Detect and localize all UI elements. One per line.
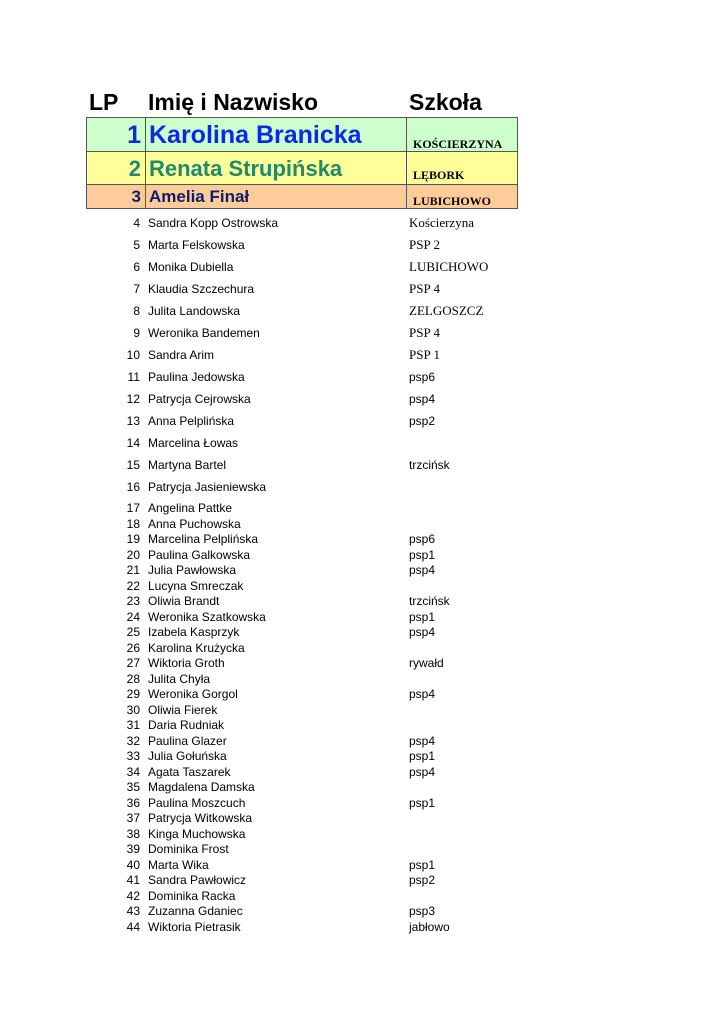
place-number: 12 — [126, 392, 140, 406]
place-number: 20 — [126, 548, 140, 562]
result-row — [0, 347, 725, 363]
participant-name: Oliwia Brandt — [148, 594, 220, 608]
place-number: 3 — [87, 185, 146, 208]
school-name: PSP 4 — [409, 325, 440, 340]
school-name: LUBICHOWO — [409, 259, 489, 274]
result-row — [0, 733, 725, 749]
result-row — [0, 872, 725, 888]
place-number: 29 — [126, 687, 140, 701]
participant-name: Amelia Finał — [146, 185, 407, 208]
participant-name: Karolina Krużycka — [148, 641, 245, 655]
place-number: 14 — [126, 436, 140, 450]
school-name: psp1 — [409, 858, 436, 872]
place-number: 21 — [126, 563, 140, 577]
place-number: 19 — [126, 532, 140, 546]
participant-name: Weronika Bandemen — [148, 326, 260, 340]
result-row — [0, 413, 725, 429]
result-row — [0, 237, 725, 253]
place-number: 26 — [126, 641, 140, 655]
school-name: KOŚCIERZYNA — [413, 137, 503, 151]
place-number: 18 — [126, 517, 140, 531]
school-name: trzcińsk — [409, 594, 450, 608]
result-row — [0, 369, 725, 385]
school-name: psp1 — [409, 548, 436, 562]
participant-name: Angelina Pattke — [148, 501, 233, 515]
school-name: psp1 — [409, 749, 436, 763]
school-name: LUBICHOWO — [413, 194, 492, 208]
podium-row-second — [86, 151, 518, 185]
header-name: Imię i Nazwisko — [148, 89, 319, 115]
result-row — [0, 547, 725, 563]
participant-name: Klaudia Szczechura — [148, 282, 255, 296]
participant-name: Paulina Moszcuch — [148, 796, 246, 810]
participant-name: Weronika Szatkowska — [148, 610, 266, 624]
result-row — [0, 325, 725, 341]
participant-name: Wiktoria Pietrasik — [148, 920, 241, 934]
result-row — [0, 655, 725, 671]
place-number: 10 — [126, 348, 140, 362]
school-name: psp3 — [409, 904, 436, 918]
school-name: psp1 — [409, 796, 436, 810]
result-row — [0, 303, 725, 319]
school-name: psp4 — [409, 625, 436, 639]
participant-name: Izabela Kasprzyk — [148, 625, 240, 639]
school-name: psp6 — [409, 370, 436, 384]
participant-name: Daria Rudniak — [148, 718, 225, 732]
school-name: rywałd — [409, 656, 444, 670]
participant-name: Magdalena Damska — [148, 780, 255, 794]
participant-name: Lucyna Smreczak — [148, 579, 244, 593]
place-number: 41 — [126, 873, 140, 887]
place-number: 42 — [126, 889, 140, 903]
result-row — [0, 671, 725, 687]
school-name: PSP 1 — [409, 347, 440, 362]
place-number: 43 — [126, 904, 140, 918]
school-name: psp4 — [409, 765, 436, 779]
participant-name: Paulina Jedowska — [148, 370, 245, 384]
participant-name: Patrycja Witkowska — [148, 811, 253, 825]
place-number: 6 — [133, 260, 140, 274]
result-row — [0, 857, 725, 873]
participant-name: Wiktoria Groth — [148, 656, 225, 670]
place-number: 28 — [126, 672, 140, 686]
place-number: 5 — [133, 238, 140, 252]
place-number: 34 — [126, 765, 140, 779]
place-number: 32 — [126, 734, 140, 748]
school-name: psp4 — [409, 392, 436, 406]
result-row — [0, 531, 725, 547]
participant-name: Anna Puchowska — [148, 517, 241, 531]
participant-name: Sandra Kopp Ostrowska — [148, 216, 279, 230]
participant-name: Renata Strupińska — [146, 152, 407, 184]
school-name: PSP 4 — [409, 281, 440, 296]
school-name: psp2 — [409, 414, 436, 428]
participant-name: Marta Wika — [148, 858, 209, 872]
place-number: 2 — [87, 152, 146, 184]
result-row — [0, 516, 725, 532]
result-row — [0, 562, 725, 578]
result-row — [0, 764, 725, 780]
participant-name: Julia Gołuńska — [148, 749, 227, 763]
place-number: 7 — [133, 282, 140, 296]
place-number: 33 — [126, 749, 140, 763]
participant-name: Weronika Gorgol — [148, 687, 238, 701]
result-row — [0, 624, 725, 640]
place-number: 27 — [126, 656, 140, 670]
school-name: psp4 — [409, 687, 436, 701]
participant-name: Marta Felskowska — [148, 238, 245, 252]
participant-name: Julita Chyła — [148, 672, 211, 686]
school-name: psp2 — [409, 873, 436, 887]
participant-name: Oliwia Fierek — [148, 703, 218, 717]
participant-name: Paulina Glazer — [148, 734, 227, 748]
participant-name: Dominika Racka — [148, 889, 236, 903]
participant-name: Marcelina Pelplińska — [148, 532, 259, 546]
place-number: 39 — [126, 842, 140, 856]
result-row — [0, 479, 725, 495]
participant-name: Sandra Arim — [148, 348, 215, 362]
place-number: 36 — [126, 796, 140, 810]
place-number: 37 — [126, 811, 140, 825]
school-name: psp4 — [409, 563, 436, 577]
place-number: 22 — [126, 579, 140, 593]
place-number: 13 — [126, 414, 140, 428]
participant-name: Monika Dubiella — [148, 260, 234, 274]
participant-name: Agata Taszarek — [148, 765, 231, 779]
result-row — [0, 826, 725, 842]
school-name: ZELGOSZCZ — [409, 303, 484, 318]
result-row — [0, 702, 725, 718]
participant-name: Martyna Bartel — [148, 458, 227, 472]
result-row — [0, 903, 725, 919]
result-row — [0, 593, 725, 609]
result-row — [0, 779, 725, 795]
school-name: Kościerzyna — [409, 215, 474, 230]
result-row — [0, 795, 725, 811]
result-row — [0, 810, 725, 826]
result-row — [0, 717, 725, 733]
result-row — [0, 500, 725, 516]
result-row — [0, 281, 725, 297]
school-name: psp4 — [409, 734, 436, 748]
place-number: 1 — [87, 118, 146, 151]
place-number: 31 — [126, 718, 140, 732]
result-row — [0, 888, 725, 904]
school-name: trzcińsk — [409, 458, 450, 472]
place-number: 24 — [126, 610, 140, 624]
school-name: PSP 2 — [409, 237, 440, 252]
school-name: psp6 — [409, 532, 436, 546]
participant-name: Dominika Frost — [148, 842, 229, 856]
place-number: 38 — [126, 827, 140, 841]
participant-name: Paulina Galkowska — [148, 548, 251, 562]
place-number: 8 — [133, 304, 140, 318]
result-row — [0, 640, 725, 656]
result-row — [0, 609, 725, 625]
participant-name: Julita Landowska — [148, 304, 241, 318]
result-row — [0, 748, 725, 764]
result-row — [0, 578, 725, 594]
place-number: 15 — [126, 458, 140, 472]
place-number: 23 — [126, 594, 140, 608]
place-number: 35 — [126, 780, 140, 794]
place-number: 30 — [126, 703, 140, 717]
place-number: 4 — [133, 216, 140, 230]
place-number: 17 — [126, 501, 140, 515]
place-number: 25 — [126, 625, 140, 639]
participant-name: Sandra Pawłowicz — [148, 873, 247, 887]
result-row — [0, 259, 725, 275]
podium-row-first — [86, 117, 518, 152]
result-row — [0, 457, 725, 473]
participant-name: Julia Pawłowska — [148, 563, 237, 577]
participant-name: Zuzanna Gdaniec — [148, 904, 243, 918]
result-row — [0, 391, 725, 407]
place-number: 40 — [126, 858, 140, 872]
participant-name: Marcelina Łowas — [148, 436, 239, 450]
header-school: Szkoła — [409, 89, 482, 115]
participant-name: Patrycja Cejrowska — [148, 392, 251, 406]
participant-name: Karolina Branicka — [146, 118, 407, 151]
school-name: psp1 — [409, 610, 436, 624]
result-row — [0, 686, 725, 702]
participant-name: Kinga Muchowska — [148, 827, 246, 841]
header-lp: LP — [89, 89, 119, 115]
school-name: LĘBORK — [413, 168, 465, 182]
participant-name: Anna Pelplińska — [148, 414, 235, 428]
school-name: jabłowo — [409, 920, 450, 934]
result-row — [0, 919, 725, 935]
result-row — [0, 841, 725, 857]
place-number: 44 — [126, 920, 140, 934]
result-row — [0, 215, 725, 231]
place-number: 11 — [127, 370, 140, 384]
place-number: 16 — [126, 480, 140, 494]
podium-row-third — [86, 184, 518, 209]
place-number: 9 — [133, 326, 140, 340]
participant-name: Patrycja Jasieniewska — [148, 480, 267, 494]
result-row — [0, 435, 725, 451]
